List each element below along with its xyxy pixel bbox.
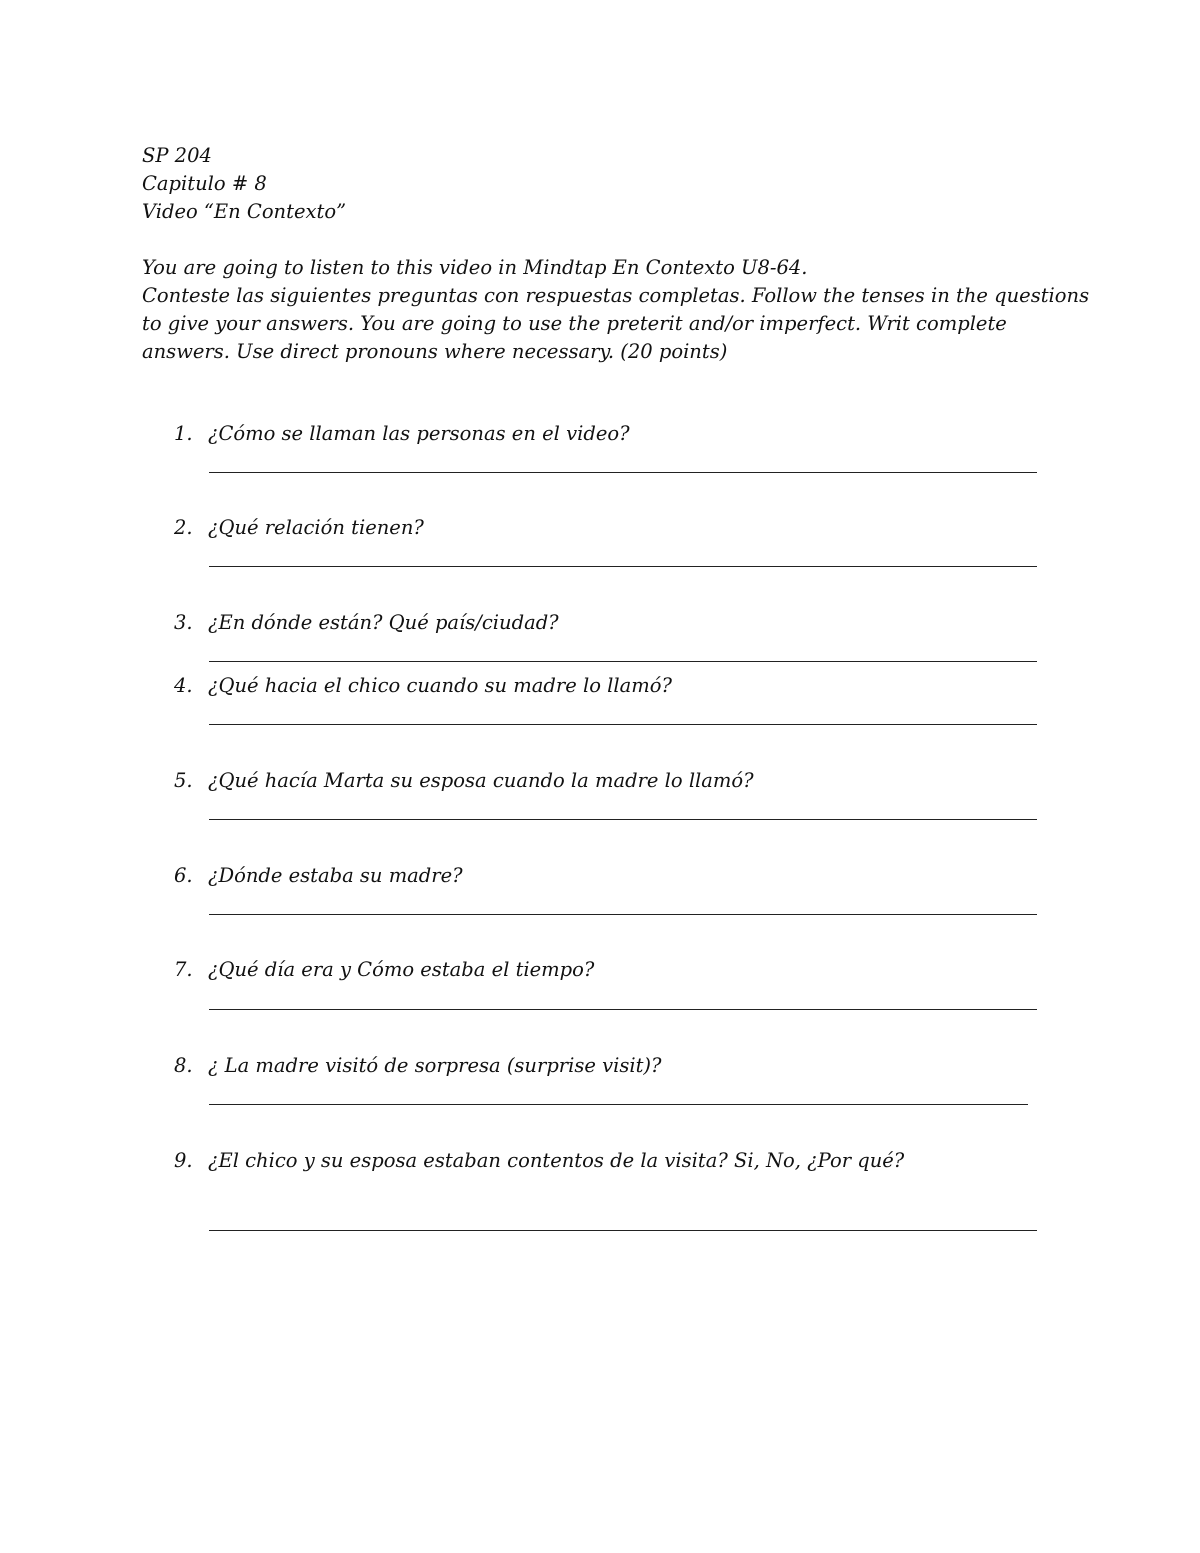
answer-line — [209, 566, 1037, 567]
answer-line — [209, 1230, 1037, 1231]
question-number: 5. — [174, 769, 193, 792]
question-text: ¿Qué día era y Cómo estaba el tiempo? — [208, 958, 595, 981]
answer-line — [209, 661, 1037, 662]
question-text: ¿El chico y su esposa estaban contentos de la visita? Si, No, ¿Por qué? — [208, 1149, 905, 1172]
chapter-label: Capitulo # 8 — [142, 172, 267, 195]
question-number: 3. — [174, 611, 193, 634]
instructions-line-3: to give your answers. You are going to use the preterit and/or imperfect. Writ complete — [142, 312, 1007, 335]
instructions-line-2: Conteste las siguientes preguntas con respuestas completas. Follow the tenses in the questions — [142, 284, 1090, 307]
answer-line — [209, 819, 1037, 820]
question-text: ¿ La madre visitó de sorpresa (surprise visit)? — [208, 1054, 662, 1077]
question-text: ¿Qué hacía Marta su esposa cuando la madre lo llamó? — [208, 769, 754, 792]
video-title: Video “En Contexto” — [142, 200, 347, 223]
answer-line — [209, 1104, 1028, 1105]
question-number: 8. — [174, 1054, 193, 1077]
question-number: 7. — [174, 958, 193, 981]
question-number: 6. — [174, 864, 193, 887]
question-number: 1. — [174, 422, 193, 445]
question-text: ¿Cómo se llaman las personas en el video? — [208, 422, 630, 445]
question-text: ¿Qué relación tienen? — [208, 516, 424, 539]
instructions-line-4: answers. Use direct pronouns where necessary. (20 points) — [142, 340, 728, 363]
answer-line — [209, 724, 1037, 725]
course-code: SP 204 — [142, 144, 212, 167]
question-number: 9. — [174, 1149, 193, 1172]
question-text: ¿En dónde están? Qué país/ciudad? — [208, 611, 559, 634]
question-text: ¿Qué hacia el chico cuando su madre lo llamó? — [208, 674, 672, 697]
answer-line — [209, 914, 1037, 915]
question-number: 4. — [174, 674, 193, 697]
answer-line — [209, 472, 1037, 473]
answer-line — [209, 1009, 1037, 1010]
question-number: 2. — [174, 516, 193, 539]
question-text: ¿Dónde estaba su madre? — [208, 864, 463, 887]
instructions-line-1: You are going to listen to this video in Mindtap En Contexto U8-64. — [142, 256, 808, 279]
